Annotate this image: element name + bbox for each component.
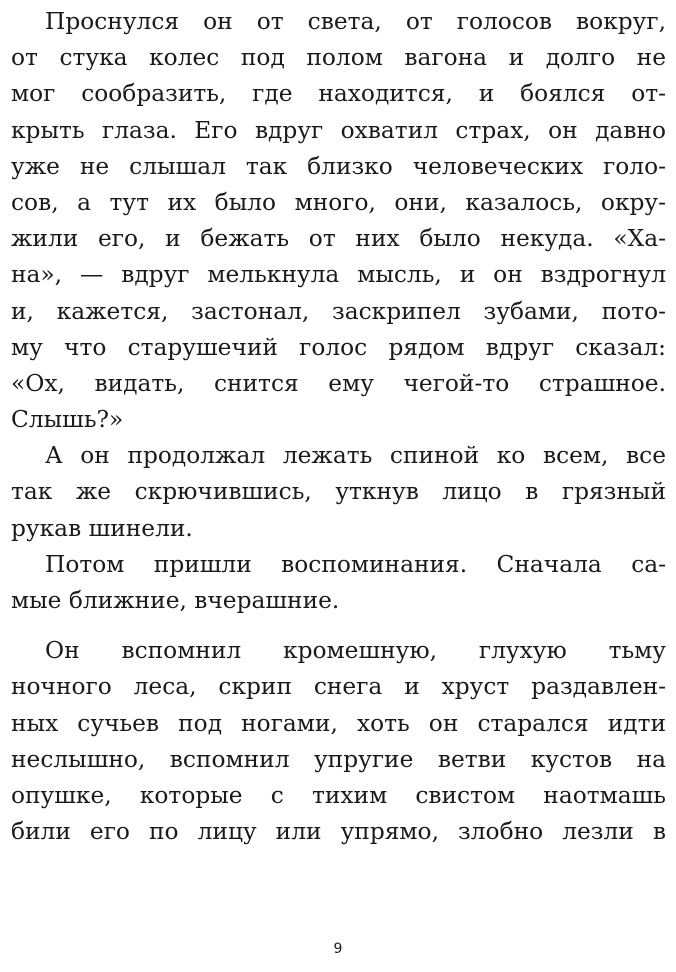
paragraph-2 — [11, 438, 666, 547]
text-line: и, кажется, застонал, заскрипел зубами, пото- — [11, 297, 666, 325]
text-line: Слышь?» — [11, 406, 124, 434]
text-line: ных сучьев под ногами, хоть он старался идти — [11, 709, 666, 737]
text-line: мые ближние, вчерашние. — [11, 587, 340, 614]
text-line: му что старушечий голос рядом вдруг сказал: — [11, 333, 666, 361]
paragraph-1 — [11, 4, 666, 438]
text-line: на», — вдруг мелькнула мысль, и он вздрогнул — [11, 261, 666, 289]
text-line: уже не слышал так близко человеческих голо- — [11, 152, 666, 180]
text-line: так же скрючившись, уткнув лицо в грязный — [11, 478, 666, 506]
text-line: неслышно, вспомнил упругие ветви кустов на — [11, 745, 666, 773]
text-line: Потом пришли воспоминания. Сначала са- — [45, 550, 666, 578]
text-line: крыть глаза. Его вдруг охватил страх, он давно — [11, 116, 666, 144]
text-line: Проснулся он от света, от голосов вокруг, — [45, 8, 666, 35]
section-break — [11, 619, 666, 633]
text-line: «Ох, видать, снится ему чегой-то страшное. — [11, 369, 666, 397]
text-line: мог сообразить, где находится, и боялся от- — [11, 80, 666, 108]
text-line: Он вспомнил кромешную, глухую тьму — [45, 637, 666, 665]
page-body — [11, 4, 666, 850]
text-line: жили его, и бежать от них было некуда. «Ха- — [11, 225, 666, 253]
paragraph-4 — [11, 633, 666, 850]
text-line: рукав шинели. — [11, 514, 193, 542]
text-line: от стука колес под полом вагона и долго не — [11, 44, 666, 72]
paragraph-3 — [11, 547, 666, 619]
text-line: ночного леса, скрип снега и хруст раздавлен- — [11, 673, 666, 701]
text-line: А он продолжал лежать спиной ко всем, все — [45, 442, 666, 470]
text-line: опушке, которые с тихим свистом наотмашь — [11, 781, 666, 809]
text-line: сов, а тут их было много, они, казалось, окру- — [11, 188, 666, 216]
text-line: били его по лицу или упрямо, злобно лезли в — [11, 818, 666, 846]
page-number: 9 — [333, 941, 343, 957]
